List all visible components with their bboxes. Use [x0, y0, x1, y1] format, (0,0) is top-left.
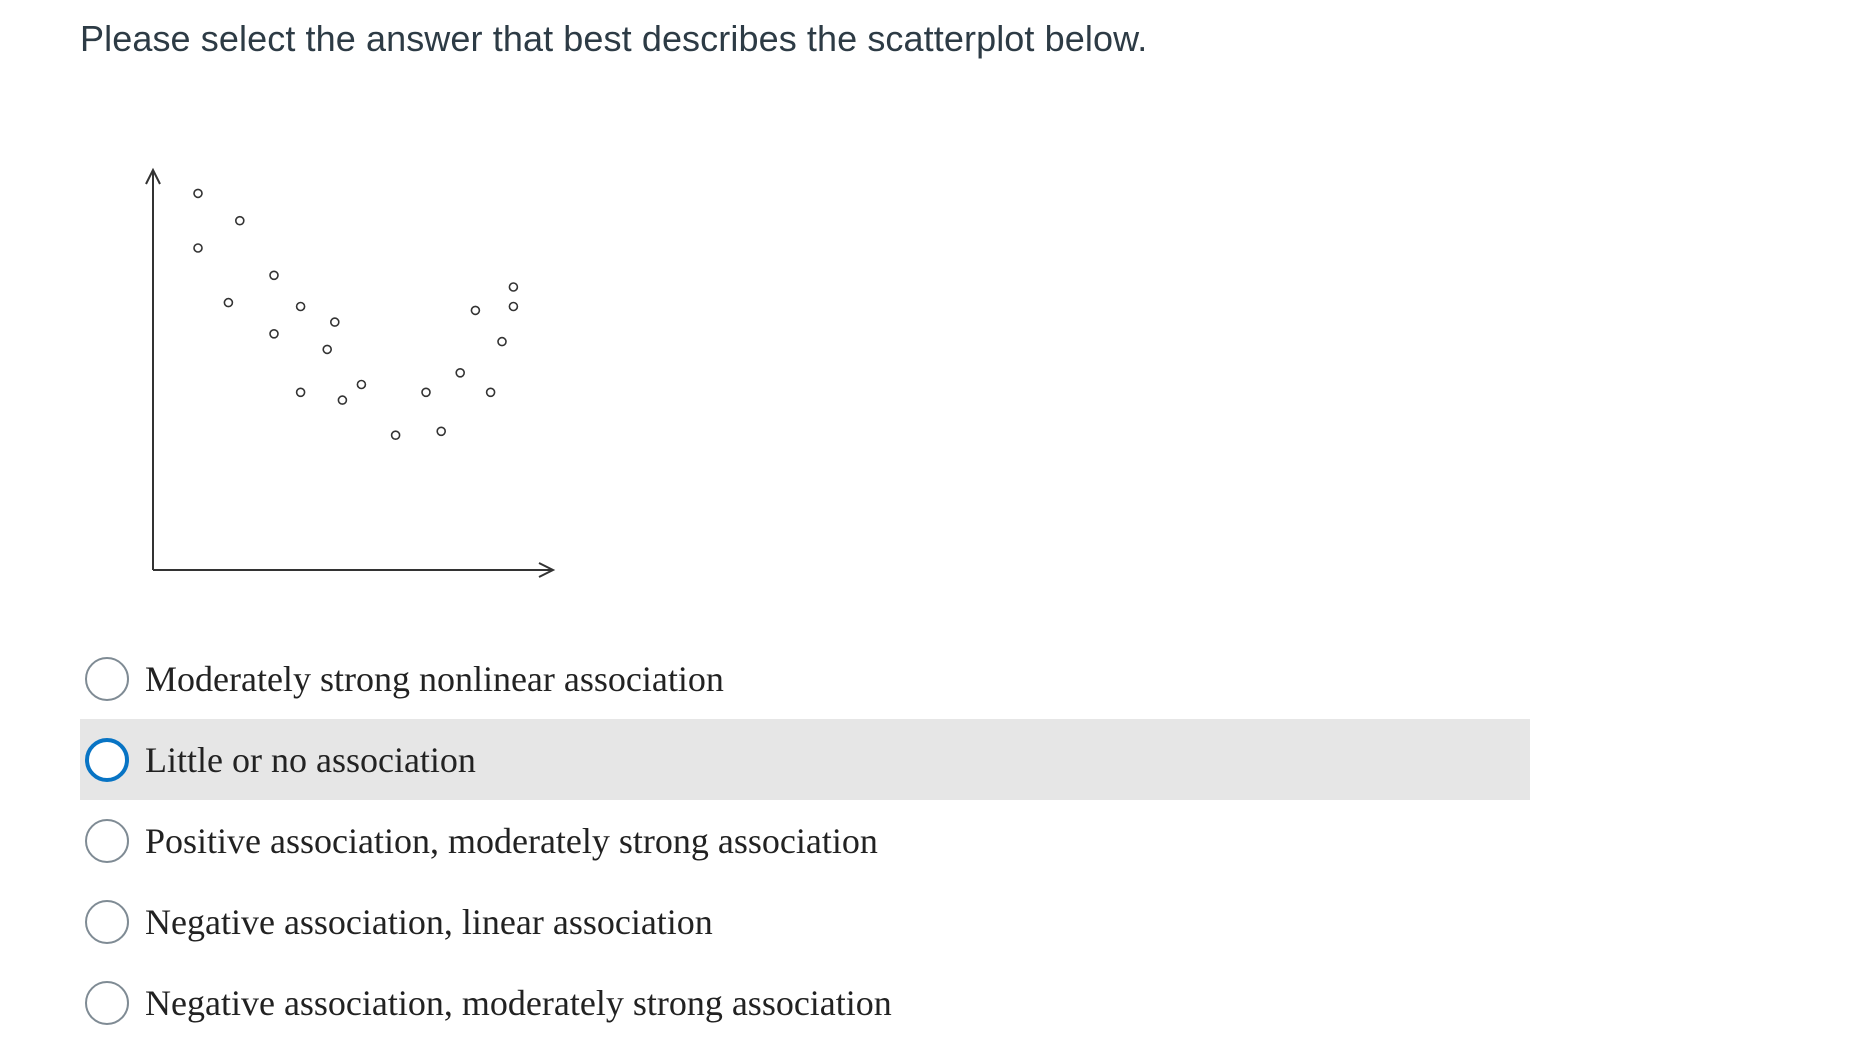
- scatter-point-18: [487, 388, 495, 396]
- radio-button[interactable]: [85, 900, 129, 944]
- scatter-point-6: [270, 330, 278, 338]
- answer-option-1[interactable]: [80, 638, 1530, 719]
- answer-label: Moderately strong nonlinear association: [145, 658, 724, 699]
- answer-option-5[interactable]: [80, 962, 1530, 1043]
- scatter-point-17: [471, 306, 479, 314]
- scatter-point-21: [509, 283, 517, 291]
- scatter-point-5: [270, 271, 278, 279]
- scatter-point-16: [456, 369, 464, 377]
- answer-label: Negative association, moderately strong association: [145, 982, 892, 1023]
- answer-list: [80, 638, 1530, 1043]
- answer-label: Negative association, linear association: [145, 901, 713, 942]
- radio-button[interactable]: [85, 738, 129, 782]
- scatter-point-15: [437, 427, 445, 435]
- scatter-point-9: [331, 318, 339, 326]
- radio-button[interactable]: [85, 981, 129, 1025]
- scatter-point-4: [224, 299, 232, 307]
- scatter-point-1: [194, 189, 202, 197]
- scatter-point-19: [498, 338, 506, 346]
- scatter-point-12: [357, 381, 365, 389]
- scatter-points: [194, 189, 517, 439]
- scatter-point-8: [297, 388, 305, 396]
- y-axis: [146, 170, 160, 570]
- scatterplot: [130, 150, 570, 590]
- scatter-point-20: [509, 303, 517, 311]
- answer-option-2[interactable]: [80, 719, 1530, 800]
- scatter-point-2: [194, 244, 202, 252]
- radio-button[interactable]: [85, 657, 129, 701]
- answer-label: Positive association, moderately strong association: [145, 820, 878, 861]
- scatter-point-11: [338, 396, 346, 404]
- x-axis: [153, 563, 553, 577]
- scatter-point-14: [422, 388, 430, 396]
- answer-option-4[interactable]: [80, 881, 1530, 962]
- answer-option-3[interactable]: [80, 800, 1530, 881]
- scatter-point-3: [236, 217, 244, 225]
- scatter-point-7: [297, 303, 305, 311]
- answer-label: Little or no association: [145, 739, 476, 780]
- radio-button[interactable]: [85, 819, 129, 863]
- question-text: Please select the answer that best describes the scatterplot below.: [80, 18, 1148, 59]
- scatter-point-10: [323, 345, 331, 353]
- scatter-point-13: [392, 431, 400, 439]
